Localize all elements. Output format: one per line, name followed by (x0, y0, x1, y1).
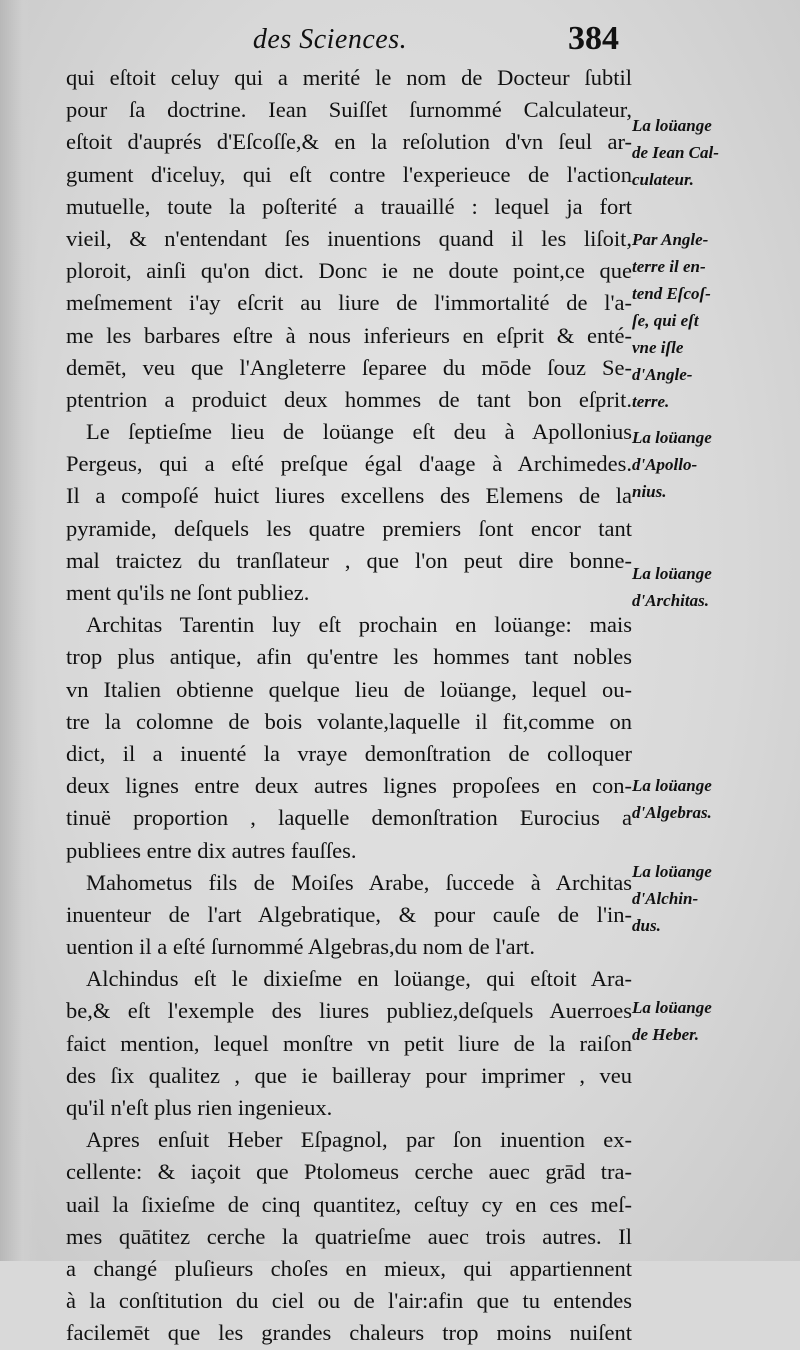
margin-note (632, 772, 790, 826)
text-line: faict mention, lequel monſtre vn petit liure de la raiſon (66, 1030, 632, 1056)
text-line: mal traictez du tranſlateur , que l'on peut dire bonne- (66, 547, 632, 573)
text-line: qu'il n'eſt plus rien ingenieux. (66, 1095, 333, 1120)
text-line: facilemēt que les grandes chaleurs trop moins nuiſent (66, 1320, 632, 1346)
margin-note (632, 112, 790, 193)
text-line: publiees entre dix autres fauſſes. (66, 837, 357, 863)
margin-note-line: nius. (632, 482, 667, 501)
text-line: Apres enſuit Heber Eſpagnol, par ſon inuention ex- (86, 1127, 632, 1153)
margin-note (632, 226, 790, 415)
text-line: ment qu'ils ne ſont publiez. (66, 580, 310, 605)
text-line: qui eſtoit celuy qui a merité le nom de Docteur ſubtil (66, 65, 632, 90)
text-line: Mahometus fils de Moiſes Arabe, ſuccede à Architas (86, 869, 632, 895)
text-line: deux lignes entre deux autres lignes propoſees en con- (66, 773, 632, 799)
text-line: trop plus antique, afin qu'entre les hommes tant nobles (66, 644, 632, 670)
margin-note (632, 994, 790, 1048)
text-line: uention il a eſté ſurnommé Algebras,du nom de l'art. (66, 934, 535, 960)
margin-note-line: La loüange (632, 776, 712, 795)
text-line: pour ſa doctrine. Iean Suiſſet ſurnommé Calculateur, (66, 97, 632, 123)
text-line: ptentrion a produict deux hommes de tant bon eſprit. (66, 386, 632, 412)
text-line: Pergeus, qui a eſté preſque égal d'aage à Archimedes. (66, 451, 632, 477)
text-line: à la conſtitution du ciel ou de l'air:afin que tu entendes (66, 1288, 632, 1314)
text-line: Alchindus eſt le dixieſme en loüange, qui eſtoit Ara- (86, 966, 632, 992)
text-line: meſmement i'ay eſcrit au liure de l'immortalité de l'a- (66, 290, 632, 316)
margin-note-line: culateur. (632, 170, 694, 189)
margin-note-line: dus. (632, 916, 661, 935)
text-line: pyramide, deſquels les quatre premiers ſont encor tant (66, 515, 632, 541)
margin-note-line: de Iean Cal- (632, 143, 719, 162)
margin-note (632, 858, 790, 939)
text-line: gument d'iceluy, qui eſt contre l'experieuce de l'action (66, 161, 632, 187)
margin-note-line: La loüange (632, 564, 712, 583)
text-line: Le ſeptieſme lieu de loüange eſt deu à Apollonius (86, 419, 632, 445)
text-line: me les barbares eſtre à nous inferieurs en eſprit & enté- (66, 322, 632, 348)
margin-note-line: vne iſle (632, 338, 684, 357)
text-line: dict, il a inuenté la vraye demonſtration de colloquer (66, 740, 632, 766)
text-line: cellente: & iaçoit que Ptolomeus cerche auec grād tra- (66, 1159, 632, 1185)
margin-note-line: La loüange (632, 862, 712, 881)
text-line: inuenteur de l'art Algebratique, & pour cauſe de l'in- (66, 901, 632, 927)
margin-note-line: terre il en- (632, 257, 706, 276)
margin-note-line: terre. (632, 392, 670, 411)
text-line: mes quātitez cerche la quatrieſme auec trois autres. Il (66, 1223, 632, 1249)
body-text (66, 62, 632, 1350)
text-line: a changé pluſieurs choſes en mieux, qui appartiennent (66, 1255, 632, 1281)
margin-note-line: d'Algebras. (632, 803, 712, 822)
text-line: des ſix qualitez , que ie bailleray pour imprimer , veu (66, 1062, 632, 1088)
margin-note-line: ſe, qui eſt (632, 311, 699, 330)
margin-note-line: La loüange (632, 998, 712, 1017)
margin-note-line: d'Architas. (632, 591, 709, 610)
margin-note-line: d'Alchin- (632, 889, 699, 908)
text-line: tinuë proportion , laquelle demonſtration Eurocius a (66, 805, 632, 831)
text-line: uail la ſixieſme de cinq quantitez, ceſtuy cy en ces meſ- (66, 1191, 632, 1217)
text-line: demēt, veu que l'Angleterre ſeparee du mōde ſouz Se- (66, 354, 632, 380)
page-gutter-shadow (0, 0, 38, 1261)
text-line: be,& eſt l'exemple des liures publiez,deſquels Auerroes (66, 998, 632, 1024)
margin-note-line: Par Angle- (632, 230, 709, 249)
page-number: 384 (568, 20, 619, 57)
margin-note-line: La loüange (632, 428, 712, 447)
text-line: vieil, & n'entendant ſes inuentions quand il les liſoit, (66, 225, 632, 251)
margin-note-line: La loüange (632, 116, 712, 135)
margin-note (632, 424, 790, 505)
text-line: ploroit, ainſi qu'on dict. Donc ie ne doute point,ce que (66, 258, 632, 284)
text-line: Architas Tarentin luy eſt prochain en loüange: mais (86, 612, 632, 638)
text-line: tre la colomne de bois volante,laquelle il fit,comme on (66, 708, 632, 734)
margin-note-line: d'Apollo- (632, 455, 698, 474)
running-header: des Sciences. (252, 24, 408, 55)
margin-note-line: tend Eſcoſ- (632, 284, 711, 303)
text-line: vn Italien obtienne quelque lieu de loüange, lequel ou- (66, 676, 632, 702)
text-line: mutuelle, toute la poſterité a trauaillé : lequel ja fort (66, 193, 632, 219)
margin-note-line: de Heber. (632, 1025, 700, 1044)
text-line: eſtoit d'auprés d'Eſcoſſe,& en la reſolution d'vn ſeul ar- (66, 129, 632, 155)
margin-note (632, 560, 790, 614)
margin-note-line: d'Angle- (632, 365, 693, 384)
text-line: Il a compoſé huict liures excellens des Elemens de la (66, 483, 632, 509)
